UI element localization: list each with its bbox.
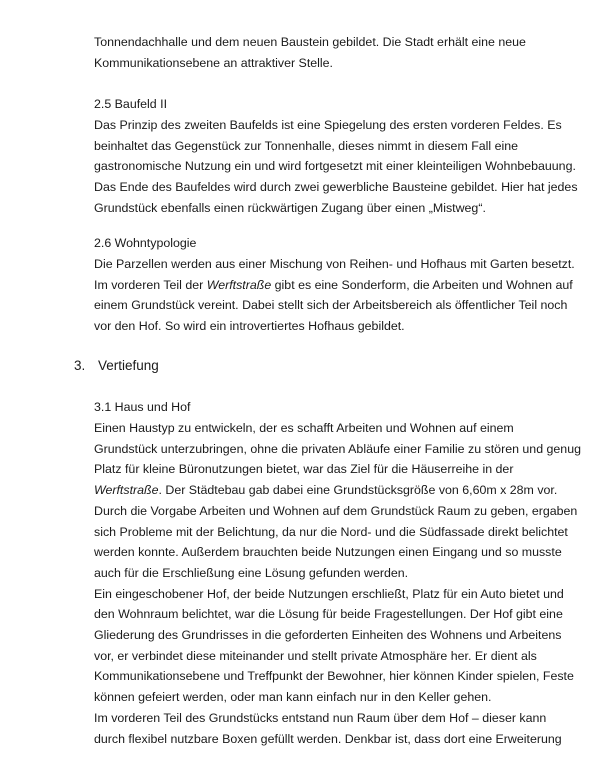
- paragraph-line: [94, 275, 573, 296]
- paragraph-line: Kommunikationsebene an attraktiver Stelle.: [94, 55, 333, 70]
- paragraph-line: Grundstück unterzubringen, ohne die privaten Abläufe einer Familie zu stören und genug: [94, 441, 581, 456]
- paragraph-line: auch für die Erschließung eine Lösung gefunden werden.: [94, 565, 409, 580]
- paragraph-line: den Wohnraum belichtet, war die Lösung für beide Fragestellungen. Der Hof gibt eine: [94, 607, 563, 622]
- chapter-number: 3.: [74, 358, 86, 373]
- paragraph-line: Durch die Vorgabe Arbeiten und Wohnen auf dem Grundstück Raum zu geben, ergaben: [94, 503, 578, 518]
- paragraph-line: einem Grundstück vereint. Dabei stellt sich der Arbeitsbereich als öffentlicher Teil noch: [94, 298, 568, 313]
- paragraph-line: Platz für kleine Büronutzungen bietet, war das Ziel für die Häuserreihe in der: [94, 462, 514, 477]
- paragraph-line: Das Ende des Baufeldes wird durch zwei gewerbliche Bausteine gebildet. Hier hat jedes: [94, 180, 578, 195]
- paragraph-line: werden konnte. Außerdem brauchten beide Nutzungen einen Eingang und so musste: [94, 545, 562, 560]
- section-2-6-paragraph: [94, 254, 575, 337]
- paragraph-line: durch flexibel nutzbare Boxen gefüllt werden. Denkbar ist, dass dort eine Erweiterung: [94, 731, 562, 746]
- text-run: gibt es eine Sonderform, die Arbeiten und Wohnen auf: [271, 277, 573, 292]
- paragraph-line: vor, er verbindet diese miteinander und stellt private Atmosphäre her. Er dient als: [94, 648, 537, 663]
- paragraph-line: Das Prinzip des zweiten Baufelds ist eine Spiegelung des ersten vorderen Feldes. Es: [94, 118, 562, 132]
- paragraph-line: Grundstück ebenfalls einen rückwärtigen Zugang über einen „Mistweg“.: [94, 200, 486, 215]
- paragraph-line: Kommunikationsebene und Treffpunkt der Bewohner, hier können Kinder spielen, Feste: [94, 669, 574, 684]
- section-heading-2-6: 2.6 Wohntypologie: [94, 236, 197, 250]
- street-name-emphasis: Werftstraße: [206, 277, 272, 292]
- chapter-title: Vertiefung: [98, 358, 159, 373]
- chapter-heading-3: [74, 356, 159, 376]
- section-3-1-paragraph: [94, 418, 581, 749]
- text-run: Im vorderen Teil der: [94, 277, 207, 292]
- section-heading-2-5: 2.5 Baufeld II: [94, 97, 168, 111]
- paragraph-line: Die Parzellen werden aus einer Mischung von Reihen- und Hofhaus mit Garten besetzt.: [94, 257, 575, 271]
- paragraph-line: Einen Haustyp zu entwickeln, der es schafft Arbeiten und Wohnen auf einem: [94, 421, 514, 435]
- paragraph-line: sich Probleme mit der Belichtung, da nur die Nord- und die Südfassade direkt belichtet: [94, 524, 568, 539]
- paragraph-line: [94, 480, 558, 501]
- paragraph-line: vor den Hof. So wird ein introvertiertes Hofhaus gebildet.: [94, 319, 405, 334]
- section-2-5-paragraph: [94, 115, 578, 219]
- paragraph-line: Gliederung des Grundrisses in die geforderten Einheiten des Wohnens und Arbeitens: [94, 628, 562, 643]
- street-name-emphasis: Werftstraße: [94, 483, 159, 498]
- continuation-paragraph: [94, 32, 534, 73]
- section-heading-3-1: 3.1 Haus und Hof: [94, 400, 191, 414]
- paragraph-line: gastronomische Nutzung ein und wird fortgesetzt mit einer kleinteiligen Wohnbebauung.: [94, 159, 576, 174]
- paragraph-line: Ein eingeschobener Hof, der beide Nutzungen erschließt, Platz für ein Auto bietet und: [94, 586, 564, 601]
- paragraph-line: Im vorderen Teil des Grundstücks entstand nun Raum über dem Hof – dieser kann: [94, 710, 547, 725]
- paragraph-line: beinhaltet das Gegenstück zur Tonnenhalle, dieses nimmt in diesem Fall eine: [94, 138, 519, 153]
- paragraph-line: Tonnendachhalle und dem neuen Baustein gebildet. Die Stadt erhält eine neue: [94, 35, 526, 49]
- text-run: . Der Städtebau gab dabei eine Grundstücksgröße von 6,60m x 28m vor.: [158, 483, 558, 498]
- paragraph-line: können gefeiert werden, oder man kann einfach nur in den Keller gehen.: [94, 690, 492, 705]
